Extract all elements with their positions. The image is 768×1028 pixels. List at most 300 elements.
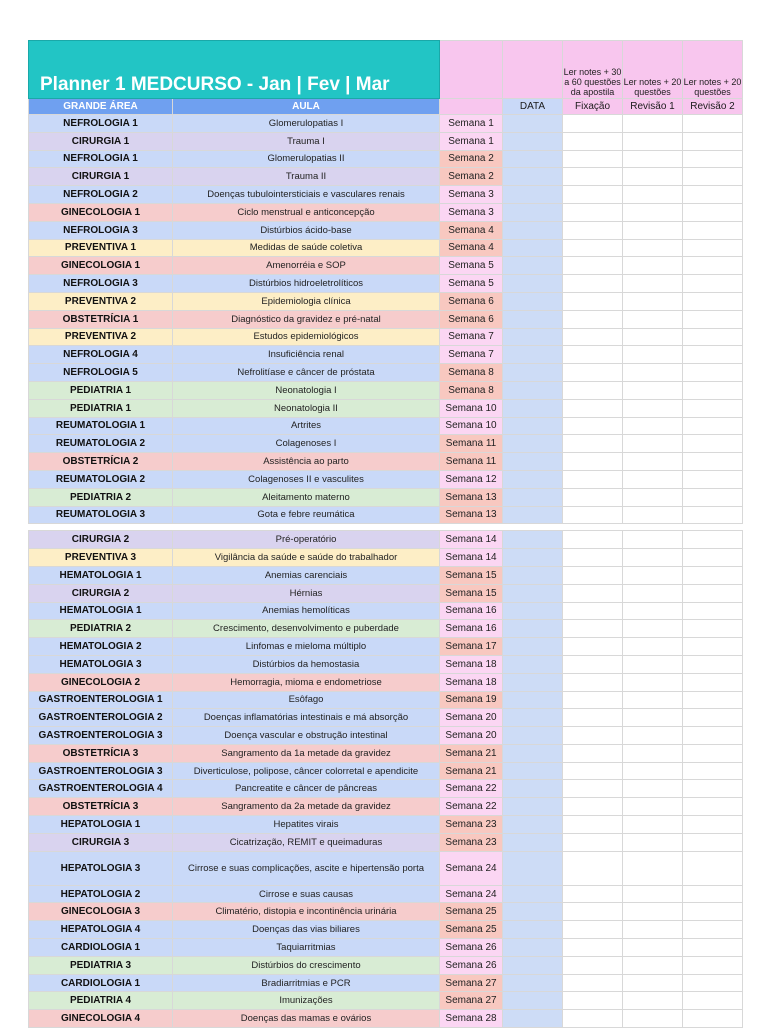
table-row <box>29 744 743 762</box>
table-row <box>29 470 743 488</box>
revisao1-cell[interactable] <box>623 132 683 150</box>
date-input-cell[interactable] <box>503 620 563 638</box>
revisao2-cell[interactable] <box>683 453 743 471</box>
date-input-cell[interactable] <box>503 549 563 567</box>
table-row <box>29 620 743 638</box>
date-input-cell[interactable] <box>503 851 563 885</box>
week-cell: Semana 25 <box>440 903 503 921</box>
date-input-cell[interactable] <box>503 956 563 974</box>
week-cell: Semana 3 <box>440 203 503 221</box>
area-cell: CIRURGIA 3 <box>29 833 173 851</box>
table-row <box>29 1010 743 1028</box>
fixacao-cell[interactable] <box>563 992 623 1010</box>
week-cell: Semana 19 <box>440 691 503 709</box>
revisao2-cell[interactable] <box>683 417 743 435</box>
date-input-cell[interactable] <box>503 381 563 399</box>
date-input-cell[interactable] <box>503 239 563 257</box>
revisao2-cell[interactable] <box>683 364 743 382</box>
area-cell: REUMATOLOGIA 3 <box>29 506 173 524</box>
revisao2-cell[interactable] <box>683 506 743 524</box>
aula-cell: Vigilância da saúde e saúde do trabalhador <box>173 549 440 567</box>
week-cell: Semana 1 <box>440 115 503 133</box>
fixacao-cell[interactable] <box>563 399 623 417</box>
date-input-cell[interactable] <box>503 638 563 656</box>
revisao1-cell[interactable] <box>623 956 683 974</box>
date-input-cell[interactable] <box>503 346 563 364</box>
revisao2-cell[interactable] <box>683 956 743 974</box>
fixacao-cell[interactable] <box>563 885 623 903</box>
revisao2-cell[interactable] <box>683 257 743 275</box>
revisao2-cell[interactable] <box>683 168 743 186</box>
week-cell: Semana 15 <box>440 584 503 602</box>
revisao1-cell[interactable] <box>623 727 683 745</box>
revisao1-cell[interactable] <box>623 292 683 310</box>
date-input-cell[interactable] <box>503 798 563 816</box>
table-row <box>29 956 743 974</box>
aula-cell: Amenorréia e SOP <box>173 257 440 275</box>
fixacao-cell[interactable] <box>563 638 623 656</box>
date-input-cell[interactable] <box>503 655 563 673</box>
fixacao-cell[interactable] <box>563 833 623 851</box>
fixacao-cell[interactable] <box>563 531 623 549</box>
aula-cell: Anemias hemolíticas <box>173 602 440 620</box>
revisao1-cell[interactable] <box>623 364 683 382</box>
area-cell: HEPATOLOGIA 4 <box>29 921 173 939</box>
revisao1-cell[interactable] <box>623 903 683 921</box>
area-cell: GASTROENTEROLOGIA 1 <box>29 691 173 709</box>
revisao2-cell[interactable] <box>683 115 743 133</box>
fixacao-cell[interactable] <box>563 453 623 471</box>
fixacao-cell[interactable] <box>563 364 623 382</box>
fixacao-cell[interactable] <box>563 417 623 435</box>
revisao2-cell[interactable] <box>683 132 743 150</box>
week-cell: Semana 22 <box>440 798 503 816</box>
table-row <box>29 655 743 673</box>
revisao1-cell[interactable] <box>623 346 683 364</box>
aula-cell: Glomerulopatias I <box>173 115 440 133</box>
area-cell: CIRURGIA 2 <box>29 531 173 549</box>
week-cell: Semana 16 <box>440 602 503 620</box>
planner-table <box>28 40 743 1028</box>
fixacao-cell[interactable] <box>563 328 623 346</box>
fixacao-cell[interactable] <box>563 602 623 620</box>
week-cell: Semana 13 <box>440 506 503 524</box>
fixacao-cell[interactable] <box>563 798 623 816</box>
date-input-cell[interactable] <box>503 132 563 150</box>
table-row <box>29 328 743 346</box>
table-row <box>29 992 743 1010</box>
fixacao-cell[interactable] <box>563 1010 623 1028</box>
revisao2-cell[interactable] <box>683 709 743 727</box>
fixacao-cell[interactable] <box>563 584 623 602</box>
table-row <box>29 885 743 903</box>
week-cell: Semana 27 <box>440 992 503 1010</box>
fixacao-cell[interactable] <box>563 566 623 584</box>
revisao2-cell[interactable] <box>683 903 743 921</box>
aula-cell: Cicatrização, REMIT e queimaduras <box>173 833 440 851</box>
revisao2-cell[interactable] <box>683 346 743 364</box>
revisao1-cell[interactable] <box>623 150 683 168</box>
date-input-cell[interactable] <box>503 310 563 328</box>
revisao1-cell[interactable] <box>623 992 683 1010</box>
week-cell: Semana 5 <box>440 257 503 275</box>
aula-cell: Trauma II <box>173 168 440 186</box>
aula-cell: Medidas de saúde coletiva <box>173 239 440 257</box>
section-gap <box>29 524 743 531</box>
fixacao-cell[interactable] <box>563 956 623 974</box>
area-cell: PEDIATRIA 2 <box>29 488 173 506</box>
date-input-cell[interactable] <box>503 833 563 851</box>
revisao2-cell[interactable] <box>683 833 743 851</box>
week-cell: Semana 6 <box>440 292 503 310</box>
fixacao-cell[interactable] <box>563 655 623 673</box>
revisao2-cell[interactable] <box>683 921 743 939</box>
aula-cell: Crescimento, desenvolvimento e puberdade <box>173 620 440 638</box>
fixacao-cell[interactable] <box>563 709 623 727</box>
revisao1-cell[interactable] <box>623 186 683 204</box>
revisao2-cell[interactable] <box>683 727 743 745</box>
fixacao-cell[interactable] <box>563 744 623 762</box>
revisao1-cell[interactable] <box>623 488 683 506</box>
week-cell: Semana 23 <box>440 816 503 834</box>
revisao1-cell[interactable] <box>623 310 683 328</box>
fixacao-cell[interactable] <box>563 620 623 638</box>
date-input-cell[interactable] <box>503 816 563 834</box>
date-input-cell[interactable] <box>503 257 563 275</box>
date-input-cell[interactable] <box>503 921 563 939</box>
fixacao-cell[interactable] <box>563 203 623 221</box>
revisao1-cell[interactable] <box>623 816 683 834</box>
revisao2-cell[interactable] <box>683 816 743 834</box>
revisao2-cell[interactable] <box>683 435 743 453</box>
aula-cell: Hemorragia, mioma e endometriose <box>173 673 440 691</box>
date-input-cell[interactable] <box>503 186 563 204</box>
revisao1-cell[interactable] <box>623 851 683 885</box>
revisao2-cell[interactable] <box>683 531 743 549</box>
revisao2-cell[interactable] <box>683 655 743 673</box>
date-input-cell[interactable] <box>503 435 563 453</box>
date-input-cell[interactable] <box>503 453 563 471</box>
revisao2-cell[interactable] <box>683 620 743 638</box>
revisao1-cell[interactable] <box>623 328 683 346</box>
revisao1-cell[interactable] <box>623 470 683 488</box>
revisao1-cell[interactable] <box>623 921 683 939</box>
date-input-cell[interactable] <box>503 903 563 921</box>
revisao2-cell[interactable] <box>683 470 743 488</box>
fixacao-cell[interactable] <box>563 921 623 939</box>
area-cell: GASTROENTEROLOGIA 4 <box>29 780 173 798</box>
revisao1-cell[interactable] <box>623 833 683 851</box>
revisao1-cell[interactable] <box>623 744 683 762</box>
date-input-cell[interactable] <box>503 275 563 293</box>
fixacao-cell[interactable] <box>563 549 623 567</box>
date-input-cell[interactable] <box>503 709 563 727</box>
revisao1-cell[interactable] <box>623 566 683 584</box>
revisao1-cell[interactable] <box>623 531 683 549</box>
fixacao-cell[interactable] <box>563 470 623 488</box>
planner-rows <box>29 115 743 1028</box>
revisao2-cell[interactable] <box>683 328 743 346</box>
week-cell: Semana 18 <box>440 655 503 673</box>
aula-cell: Insuficiência renal <box>173 346 440 364</box>
date-input-cell[interactable] <box>503 762 563 780</box>
aula-cell: Nefrolitíase e câncer de próstata <box>173 364 440 382</box>
revisao2-cell[interactable] <box>683 638 743 656</box>
revisao2-cell[interactable] <box>683 239 743 257</box>
revisao1-cell[interactable] <box>623 275 683 293</box>
revisao2-cell[interactable] <box>683 186 743 204</box>
date-input-cell[interactable] <box>503 531 563 549</box>
column-header-aula: AULA <box>173 99 440 115</box>
table-row <box>29 115 743 133</box>
area-cell: PREVENTIVA 2 <box>29 292 173 310</box>
table-row <box>29 435 743 453</box>
fixacao-cell[interactable] <box>563 435 623 453</box>
revisao2-cell[interactable] <box>683 584 743 602</box>
area-cell: NEFROLOGIA 2 <box>29 186 173 204</box>
revisao1-cell[interactable] <box>623 780 683 798</box>
area-cell: GASTROENTEROLOGIA 3 <box>29 762 173 780</box>
date-input-cell[interactable] <box>503 602 563 620</box>
revisao1-cell[interactable] <box>623 620 683 638</box>
revisao2-cell[interactable] <box>683 762 743 780</box>
fixacao-cell[interactable] <box>563 974 623 992</box>
header-revisao2-note: Ler notes + 20 questões <box>683 41 743 99</box>
week-cell: Semana 13 <box>440 488 503 506</box>
planner-title: Planner 1 MEDCURSO - Jan | Fev | Mar <box>29 41 440 99</box>
week-cell: Semana 22 <box>440 780 503 798</box>
aula-cell: Colagenoses I <box>173 435 440 453</box>
fixacao-cell[interactable] <box>563 506 623 524</box>
date-input-cell[interactable] <box>503 364 563 382</box>
revisao1-cell[interactable] <box>623 417 683 435</box>
date-input-cell[interactable] <box>503 939 563 957</box>
date-input-cell[interactable] <box>503 691 563 709</box>
revisao2-cell[interactable] <box>683 221 743 239</box>
revisao2-cell[interactable] <box>683 566 743 584</box>
revisao2-cell[interactable] <box>683 798 743 816</box>
revisao2-cell[interactable] <box>683 885 743 903</box>
date-input-cell[interactable] <box>503 992 563 1010</box>
area-cell: CIRURGIA 1 <box>29 132 173 150</box>
revisao1-cell[interactable] <box>623 602 683 620</box>
date-input-cell[interactable] <box>503 673 563 691</box>
table-row <box>29 221 743 239</box>
aula-cell: Pré-operatório <box>173 531 440 549</box>
revisao1-cell[interactable] <box>623 399 683 417</box>
date-input-cell[interactable] <box>503 399 563 417</box>
fixacao-cell[interactable] <box>563 186 623 204</box>
area-cell: HEPATOLOGIA 1 <box>29 816 173 834</box>
table-row <box>29 727 743 745</box>
date-input-cell[interactable] <box>503 221 563 239</box>
revisao1-cell[interactable] <box>623 655 683 673</box>
week-cell: Semana 2 <box>440 150 503 168</box>
table-row <box>29 921 743 939</box>
date-input-cell[interactable] <box>503 974 563 992</box>
fixacao-cell[interactable] <box>563 310 623 328</box>
area-cell: REUMATOLOGIA 1 <box>29 417 173 435</box>
table-row <box>29 132 743 150</box>
revisao2-cell[interactable] <box>683 399 743 417</box>
revisao1-cell[interactable] <box>623 709 683 727</box>
header-revisao1-note: Ler notes + 20 questões <box>623 41 683 99</box>
revisao1-cell[interactable] <box>623 762 683 780</box>
table-row <box>29 584 743 602</box>
revisao2-cell[interactable] <box>683 203 743 221</box>
aula-cell: Distúrbios do crescimento <box>173 956 440 974</box>
week-cell: Semana 8 <box>440 364 503 382</box>
revisao1-cell[interactable] <box>623 203 683 221</box>
revisao1-cell[interactable] <box>623 691 683 709</box>
revisao2-cell[interactable] <box>683 381 743 399</box>
revisao1-cell[interactable] <box>623 1010 683 1028</box>
date-input-cell[interactable] <box>503 292 563 310</box>
revisao2-cell[interactable] <box>683 310 743 328</box>
fixacao-cell[interactable] <box>563 691 623 709</box>
revisao1-cell[interactable] <box>623 549 683 567</box>
date-input-cell[interactable] <box>503 328 563 346</box>
aula-cell: Hérnias <box>173 584 440 602</box>
revisao2-cell[interactable] <box>683 974 743 992</box>
fixacao-cell[interactable] <box>563 115 623 133</box>
aula-cell: Colagenoses II e vasculites <box>173 470 440 488</box>
header-blank-week <box>440 41 503 99</box>
date-input-cell[interactable] <box>503 727 563 745</box>
area-cell: HEMATOLOGIA 3 <box>29 655 173 673</box>
date-input-cell[interactable] <box>503 780 563 798</box>
date-input-cell[interactable] <box>503 1010 563 1028</box>
fixacao-cell[interactable] <box>563 381 623 399</box>
fixacao-cell[interactable] <box>563 168 623 186</box>
aula-cell: Pancreatite e câncer de pâncreas <box>173 780 440 798</box>
revisao2-cell[interactable] <box>683 150 743 168</box>
date-input-cell[interactable] <box>503 417 563 435</box>
date-input-cell[interactable] <box>503 584 563 602</box>
fixacao-cell[interactable] <box>563 851 623 885</box>
aula-cell: Taquiarritmias <box>173 939 440 957</box>
planner-sheet <box>28 40 742 1028</box>
area-cell: CARDIOLOGIA 1 <box>29 974 173 992</box>
area-cell: HEPATOLOGIA 3 <box>29 851 173 885</box>
area-cell: NEFROLOGIA 5 <box>29 364 173 382</box>
column-header-revisao2: Revisão 2 <box>683 99 743 115</box>
revisao2-cell[interactable] <box>683 691 743 709</box>
week-cell: Semana 20 <box>440 709 503 727</box>
fixacao-cell[interactable] <box>563 939 623 957</box>
fixacao-cell[interactable] <box>563 132 623 150</box>
revisao1-cell[interactable] <box>623 885 683 903</box>
revisao1-cell[interactable] <box>623 673 683 691</box>
revisao2-cell[interactable] <box>683 939 743 957</box>
week-cell: Semana 8 <box>440 381 503 399</box>
date-input-cell[interactable] <box>503 488 563 506</box>
date-input-cell[interactable] <box>503 150 563 168</box>
aula-cell: Imunizações <box>173 992 440 1010</box>
aula-cell: Doenças inflamatórias intestinais e má absorção <box>173 709 440 727</box>
header-blank-date <box>503 41 563 99</box>
revisao1-cell[interactable] <box>623 239 683 257</box>
week-cell: Semana 3 <box>440 186 503 204</box>
revisao2-cell[interactable] <box>683 602 743 620</box>
date-input-cell[interactable] <box>503 506 563 524</box>
revisao1-cell[interactable] <box>623 453 683 471</box>
revisao2-cell[interactable] <box>683 744 743 762</box>
fixacao-cell[interactable] <box>563 727 623 745</box>
date-input-cell[interactable] <box>503 470 563 488</box>
revisao2-cell[interactable] <box>683 673 743 691</box>
fixacao-cell[interactable] <box>563 903 623 921</box>
fixacao-cell[interactable] <box>563 673 623 691</box>
revisao2-cell[interactable] <box>683 851 743 885</box>
fixacao-cell[interactable] <box>563 150 623 168</box>
week-cell: Semana 24 <box>440 885 503 903</box>
area-cell: PEDIATRIA 1 <box>29 399 173 417</box>
table-row <box>29 417 743 435</box>
table-row <box>29 275 743 293</box>
aula-cell: Anemias carenciais <box>173 566 440 584</box>
revisao2-cell[interactable] <box>683 549 743 567</box>
date-input-cell[interactable] <box>503 115 563 133</box>
aula-cell: Esôfago <box>173 691 440 709</box>
revisao1-cell[interactable] <box>623 974 683 992</box>
date-input-cell[interactable] <box>503 203 563 221</box>
revisao2-cell[interactable] <box>683 780 743 798</box>
aula-cell: Diagnóstico da gravidez e pré-natal <box>173 310 440 328</box>
revisao2-cell[interactable] <box>683 1010 743 1028</box>
table-row <box>29 364 743 382</box>
week-cell: Semana 18 <box>440 673 503 691</box>
date-input-cell[interactable] <box>503 168 563 186</box>
revisao1-cell[interactable] <box>623 435 683 453</box>
revisao2-cell[interactable] <box>683 488 743 506</box>
revisao2-cell[interactable] <box>683 292 743 310</box>
fixacao-cell[interactable] <box>563 292 623 310</box>
revisao1-cell[interactable] <box>623 381 683 399</box>
fixacao-cell[interactable] <box>563 816 623 834</box>
area-cell: PREVENTIVA 3 <box>29 549 173 567</box>
revisao1-cell[interactable] <box>623 798 683 816</box>
fixacao-cell[interactable] <box>563 488 623 506</box>
table-row <box>29 506 743 524</box>
date-input-cell[interactable] <box>503 744 563 762</box>
fixacao-cell[interactable] <box>563 239 623 257</box>
fixacao-cell[interactable] <box>563 257 623 275</box>
revisao1-cell[interactable] <box>623 168 683 186</box>
fixacao-cell[interactable] <box>563 762 623 780</box>
revisao1-cell[interactable] <box>623 257 683 275</box>
week-cell: Semana 7 <box>440 328 503 346</box>
revisao1-cell[interactable] <box>623 115 683 133</box>
fixacao-cell[interactable] <box>563 221 623 239</box>
date-input-cell[interactable] <box>503 566 563 584</box>
revisao1-cell[interactable] <box>623 584 683 602</box>
revisao1-cell[interactable] <box>623 506 683 524</box>
fixacao-cell[interactable] <box>563 275 623 293</box>
table-row <box>29 453 743 471</box>
revisao1-cell[interactable] <box>623 221 683 239</box>
area-cell: GINECOLOGIA 4 <box>29 1010 173 1028</box>
table-row <box>29 292 743 310</box>
area-cell: NEFROLOGIA 3 <box>29 221 173 239</box>
revisao2-cell[interactable] <box>683 992 743 1010</box>
date-input-cell[interactable] <box>503 885 563 903</box>
fixacao-cell[interactable] <box>563 780 623 798</box>
fixacao-cell[interactable] <box>563 346 623 364</box>
revisao1-cell[interactable] <box>623 939 683 957</box>
revisao1-cell[interactable] <box>623 638 683 656</box>
revisao2-cell[interactable] <box>683 275 743 293</box>
